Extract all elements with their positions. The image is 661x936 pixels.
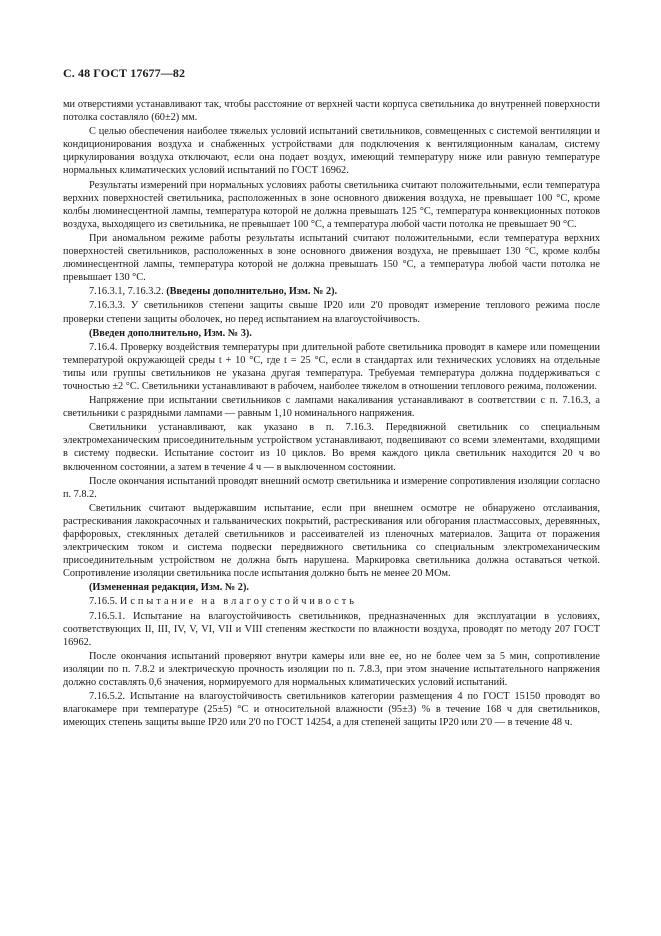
section-title: Испытание на влагоустойчивость [119, 596, 357, 608]
paragraph-after-test: После окончания испытаний проверяют внутри камеры или вне ее, но не более чем за 5 мин, сопротивление изоляции по п. 7.8.2 и электрическую прочность изоляции по п. 7.8.3, при этом значение испытательного напряжения должно составлять 0,6 значения, нормируемого для нормальных климатических условий испытаний. [63, 650, 600, 689]
section-heading-7-16-5 [63, 595, 600, 608]
paragraph-voltage: Напряжение при испытании светильников с лампами накаливания устанавливают в соответствии с п. 7.16.3, а светильники с разрядными лампами — равным 1,10 номинального напряжения. [63, 395, 600, 420]
paragraph-7-16-3-1 [63, 285, 600, 298]
section-number: 7.16.5. [89, 596, 120, 608]
document-body [63, 98, 600, 729]
page-header: С. 48 ГОСТ 17677—82 [63, 66, 186, 80]
paragraph-acceptance: Светильник считают выдержавшим испытание, если при внешнем осмотре не обнаружено отслаивания, растрескивания лакокрасочных и гальванических покрытий, растрескивания или обгорания пластмассовых, деревянных, фарфоровых, стеклянных деталей светильников и рассеивателей из пленочных материалов. Защита от поражения электрическим током и система подвески передвижного светильника со специальным электромеханическим присоединительным устройством не должна быть нарушена. Маркировка светильника должна оставаться четкой. Сопротивление изоляции светильника после испытания должно быть не менее 20 МОм. [63, 502, 600, 580]
amendment-note-3: (Введен дополнительно, Изм. № 3). [89, 327, 252, 339]
paragraph-7-16-5-1: 7.16.5.1. Испытание на влагоустойчивость светильников, предназначенных для эксплуатации в условиях, соответствующих II, III, IV, V, VI, VII и VIII степеням жесткости по влажности воздуха, проводят по методу 207 ГОСТ 16962. [63, 610, 600, 648]
clause-number: 7.16.3.1, 7.16.3.2. [89, 286, 167, 298]
paragraph-inspection: После окончания испытаний проводят внешний осмотр светильника и измерение сопротивления изоляции согласно п. 7.8.2. [63, 475, 600, 500]
paragraph-abnormal-results: При аномальном режиме работы результаты испытаний считают положительными, если температура верхних поверхностей светильников, расположенных в зоне основного движения воздуха, не превышает 130 °С, кроме колбы люминесцентной лампы, температура которой не должна превышать 150 °С, а температура любой части потолка не превышает 130 °С. [63, 232, 600, 284]
paragraph-ventilation: С целью обеспечения наиболее тяжелых условий испытаний светильников, совмещенных с системой вентиляции и кондиционирования воздуха и снабженных устройствами для подключения к вентиляционным каналам, систему циркулирования воздуха отключают, если она подает воздух, имеющий температуру ниже или равную температуре нормальных климатических условий испытаний по ГОСТ 16962. [63, 126, 600, 177]
paragraph-7-16-5-2: 7.16.5.2. Испытание на влагоустойчивость светильников категории размещения 4 по ГОСТ 15150 проводят во влагокамере при температуре (25±5) °С и относительной влажности (95±3) % в течение 168 ч для светильников, имеющих степень защиты выше IP20 или 2'0 по ГОСТ 14254, а для степеней защиты IP20 или 2'0 — в течение 48 ч. [63, 691, 600, 729]
paragraph-7-16-4: 7.16.4. Проверку воздействия температуры при длительной работе светильника проводят в камере или помещении температурой окружающей среды t + 10 °С, где t = 25 °С, если в стандартах или технических условиях на отдельные типы или группы светильников не указана другая температура. Требуемая температура должна поддерживаться с точностью ±2 °С. Светильники устанавливают в рабочем, наиболее тяжелом в отношении теплового режима, положении. [63, 341, 600, 392]
paragraph-continuation: ми отверстиями устанавливают так, чтобы расстояние от верхней части корпуса светильника до внутренней поверхности потолка составляло (60±2) мм. [63, 99, 600, 124]
paragraph-installation: Светильники устанавливают, как указано в п. 7.16.3. Передвижной светильник со специальным электромеханическим присоединительным устройством устанавливают, подвешивают со всеми элементами, входящими в систему подвески. Испытание состоит из 10 циклов. Во время каждого цикла светильник находится 20 ч во включенном состоянии, а затем в течение 4 ч — в выключенном состоянии. [63, 422, 600, 473]
paragraph-7-16-3-3: 7.16.3.3. У светильников степени защиты свыше IP20 или 2'0 проводят измерение теплового режима после проверки степени защиты оболочек, но перед испытанием на влагоустойчивость. [63, 300, 600, 325]
paragraph-normal-results: Результаты измерений при нормальных условиях работы светильника считают положительными, если температура верхних поверхностей светильника, расположенных в зоне основного движения воздуха, не превышает 100 °С, кроме колбы люминесцентной лампы, температура которой не должна превышать 125 °С, температура конвекционных потоков воздуха, выходящего из светильника, не превышает 100 °С, а температура любой части потолка не превышает 90 °С. [63, 179, 600, 230]
amendment-note: (Введены дополнительно, Изм. № 2). [166, 286, 338, 298]
amendment-note-revised: (Измененная редакция, Изм. № 2). [89, 582, 249, 594]
